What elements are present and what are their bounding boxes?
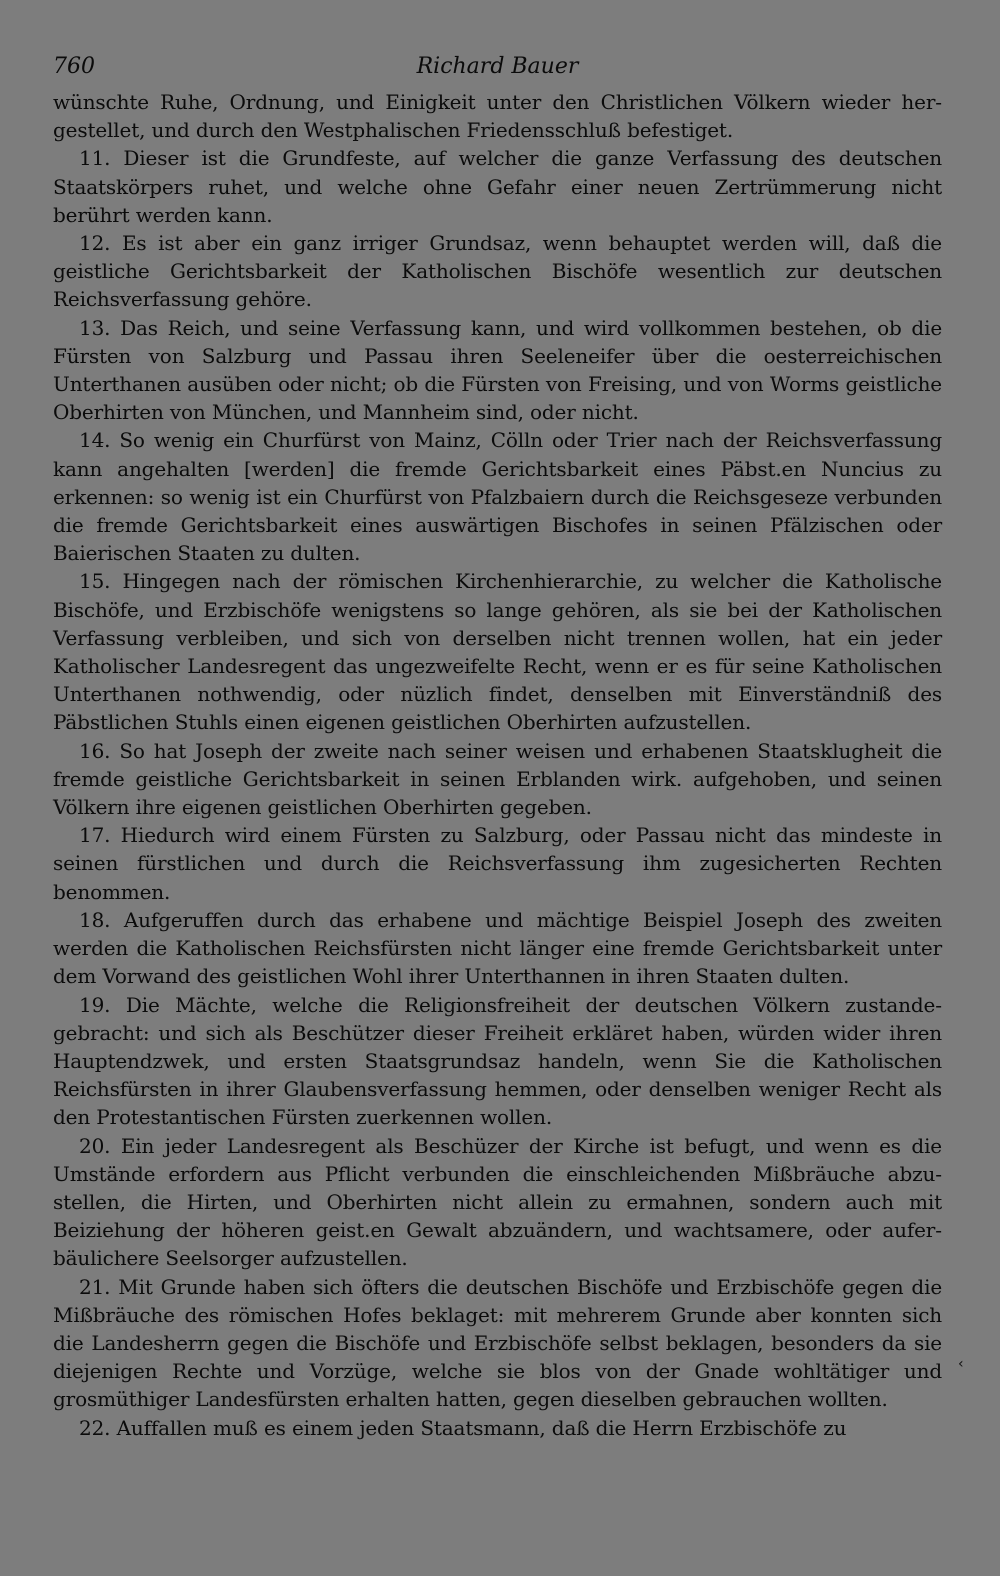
paragraph-15: 15. Hingegen nach der römischen Kirchenhierarchie, zu welcher die Katholische Bischöfe, und Erzbischöfe wenigstens so lange gehören, als sie bei der Katholischen Verfassung verbleiben, und sich von derselben nicht trennen wollen, hat ein jeder Katholischer Landesregent das ungezweifelte Recht, wenn er es für seine Katholischen Unterthanen nothwendig, oder nüzlich findet, denselben mit Einverständniß des Päbstlichen Stuhls einen eigenen geistlichen Oberhirten aufzustellen. [53, 569, 942, 735]
paragraph-19: 19. Die Mächte, welche die Religionsfreiheit der deutschen Völkern zustandegebracht: und sich als Beschützer dieser Freiheit erkläret haben, würden wider ihren Hauptendzwek, und ersten Staatsgrundsaz handeln, wenn Sie die Katholischen Reichsfürsten in ihrer Glaubensverfassung hemmen, oder denselben weniger Recht als den Protestantischen Fürsten zuerkennen wollen. [53, 992, 942, 1130]
paragraph-18: 18. Aufgeruffen durch das erhabene und mächtige Beispiel Joseph des zweiten werden die Katholischen Reichsfürsten nicht länger eine fremde Gerichtsbarkeit unter dem Vorwand des geistlichen Wohl ihrer Unterthannen in ihren Staaten dulten. [53, 907, 942, 989]
paragraph-22: 22. Auffallen muß es einem jeden Staatsmann, daß die Herrn Erzbischöfe zu [79, 1415, 847, 1440]
document-page [53, 52, 942, 1442]
paragraph-17: 17. Hiedurch wird einem Fürsten zu Salzburg, oder Passau nicht das mindeste in seinen fürstlichen und durch die Reichsverfassung ihm zugesicherten Rechten benommen. [53, 823, 942, 904]
paragraph-21: 21. Mit Grunde haben sich öfters die deutschen Bischöfe und Erzbischöfe gegen die Mißbräuche des römischen Hofes beklaget: mit mehrerem Grunde aber konnten sich die Landesherrn gegen die Bischöfe und Erzbischöfe selbst beklagen, besonders da sie diejenigen Rechte und Vorzüge, welche sie blos von der Gnade wohltätiger und grosmüthiger Landesfürsten erhalten hatten, gegen dieselben gebrauchen wollten. [53, 1274, 942, 1412]
page-number: 760 [53, 54, 95, 79]
body-text [53, 88, 942, 1442]
margin-mark: ‹ [958, 1356, 964, 1372]
paragraph-12: 12. Es ist aber ein ganz irriger Grundsaz, wenn behauptet werden will, daß die geistliche Gerichtsbarkeit der Katholischen Bischöfe wesentlich zur deutschen Reichsverfassung gehöre. [53, 231, 942, 312]
paragraph-continuation: wünschte Ruhe, Ordnung, und Einigkeit unter den Christlichen Völkern wieder hergestellet, und durch den Westphalischen Friedensschluß befestiget. [53, 90, 942, 143]
paragraph-16: 16. So hat Joseph der zweite nach seiner weisen und erhabenen Staatsklugheit die fremde geistliche Gerichtsbarkeit in seinen Erblanden wirk. aufgehoben, und seinen Völkern ihre eigenen geistlichen Oberhirten gegeben. [53, 738, 942, 820]
running-head: Richard Bauer [416, 54, 579, 79]
paragraph-14: 14. So wenig ein Churfürst von Mainz, Cölln oder Trier nach der Reichsverfassung kann angehalten [werden] die fremde Gerichtsbarkeit eines Päbst.en Nuncius zu erkennen: so wenig ist ein Churfürst von Pfalzbaiern durch die Reichsgeseze verbunden die fremde Gerichtsbarkeit eines auswärtigen Bischofes in seinen Pfälzischen oder Baierischen Staaten zu dulten. [53, 428, 942, 566]
paragraph-20: 20. Ein jeder Landesregent als Beschüzer der Kirche ist befugt, und wenn es die Umstände erfordern aus Pflicht verbunden die einschleichenden Mißbräuche abzustellen, die Hirten, und Oberhirten nicht allein zu ermahnen, sondern auch mit Beiziehung der höheren geist.en Gewalt abzuändern, und wachtsamere, oder auferbäulichere Seelsorger aufzustellen. [53, 1133, 942, 1271]
paragraph-11: 11. Dieser ist die Grundfeste, auf welcher die ganze Verfassung des deutschen Staatskörpers ruhet, und welche ohne Gefahr einer neuen Zertrümmerung nicht berührt werden kann. [53, 146, 942, 227]
paragraph-13: 13. Das Reich, und seine Verfassung kann, und wird vollkommen bestehen, ob die Fürsten von Salzburg und Passau ihren Seeleneifer über die oesterreichischen Unterthanen ausüben oder nicht; ob die Fürsten von Freising, und von Worms geistliche Oberhirten von München, und Mannheim sind, oder nicht. [53, 315, 942, 425]
page-header [53, 52, 942, 88]
